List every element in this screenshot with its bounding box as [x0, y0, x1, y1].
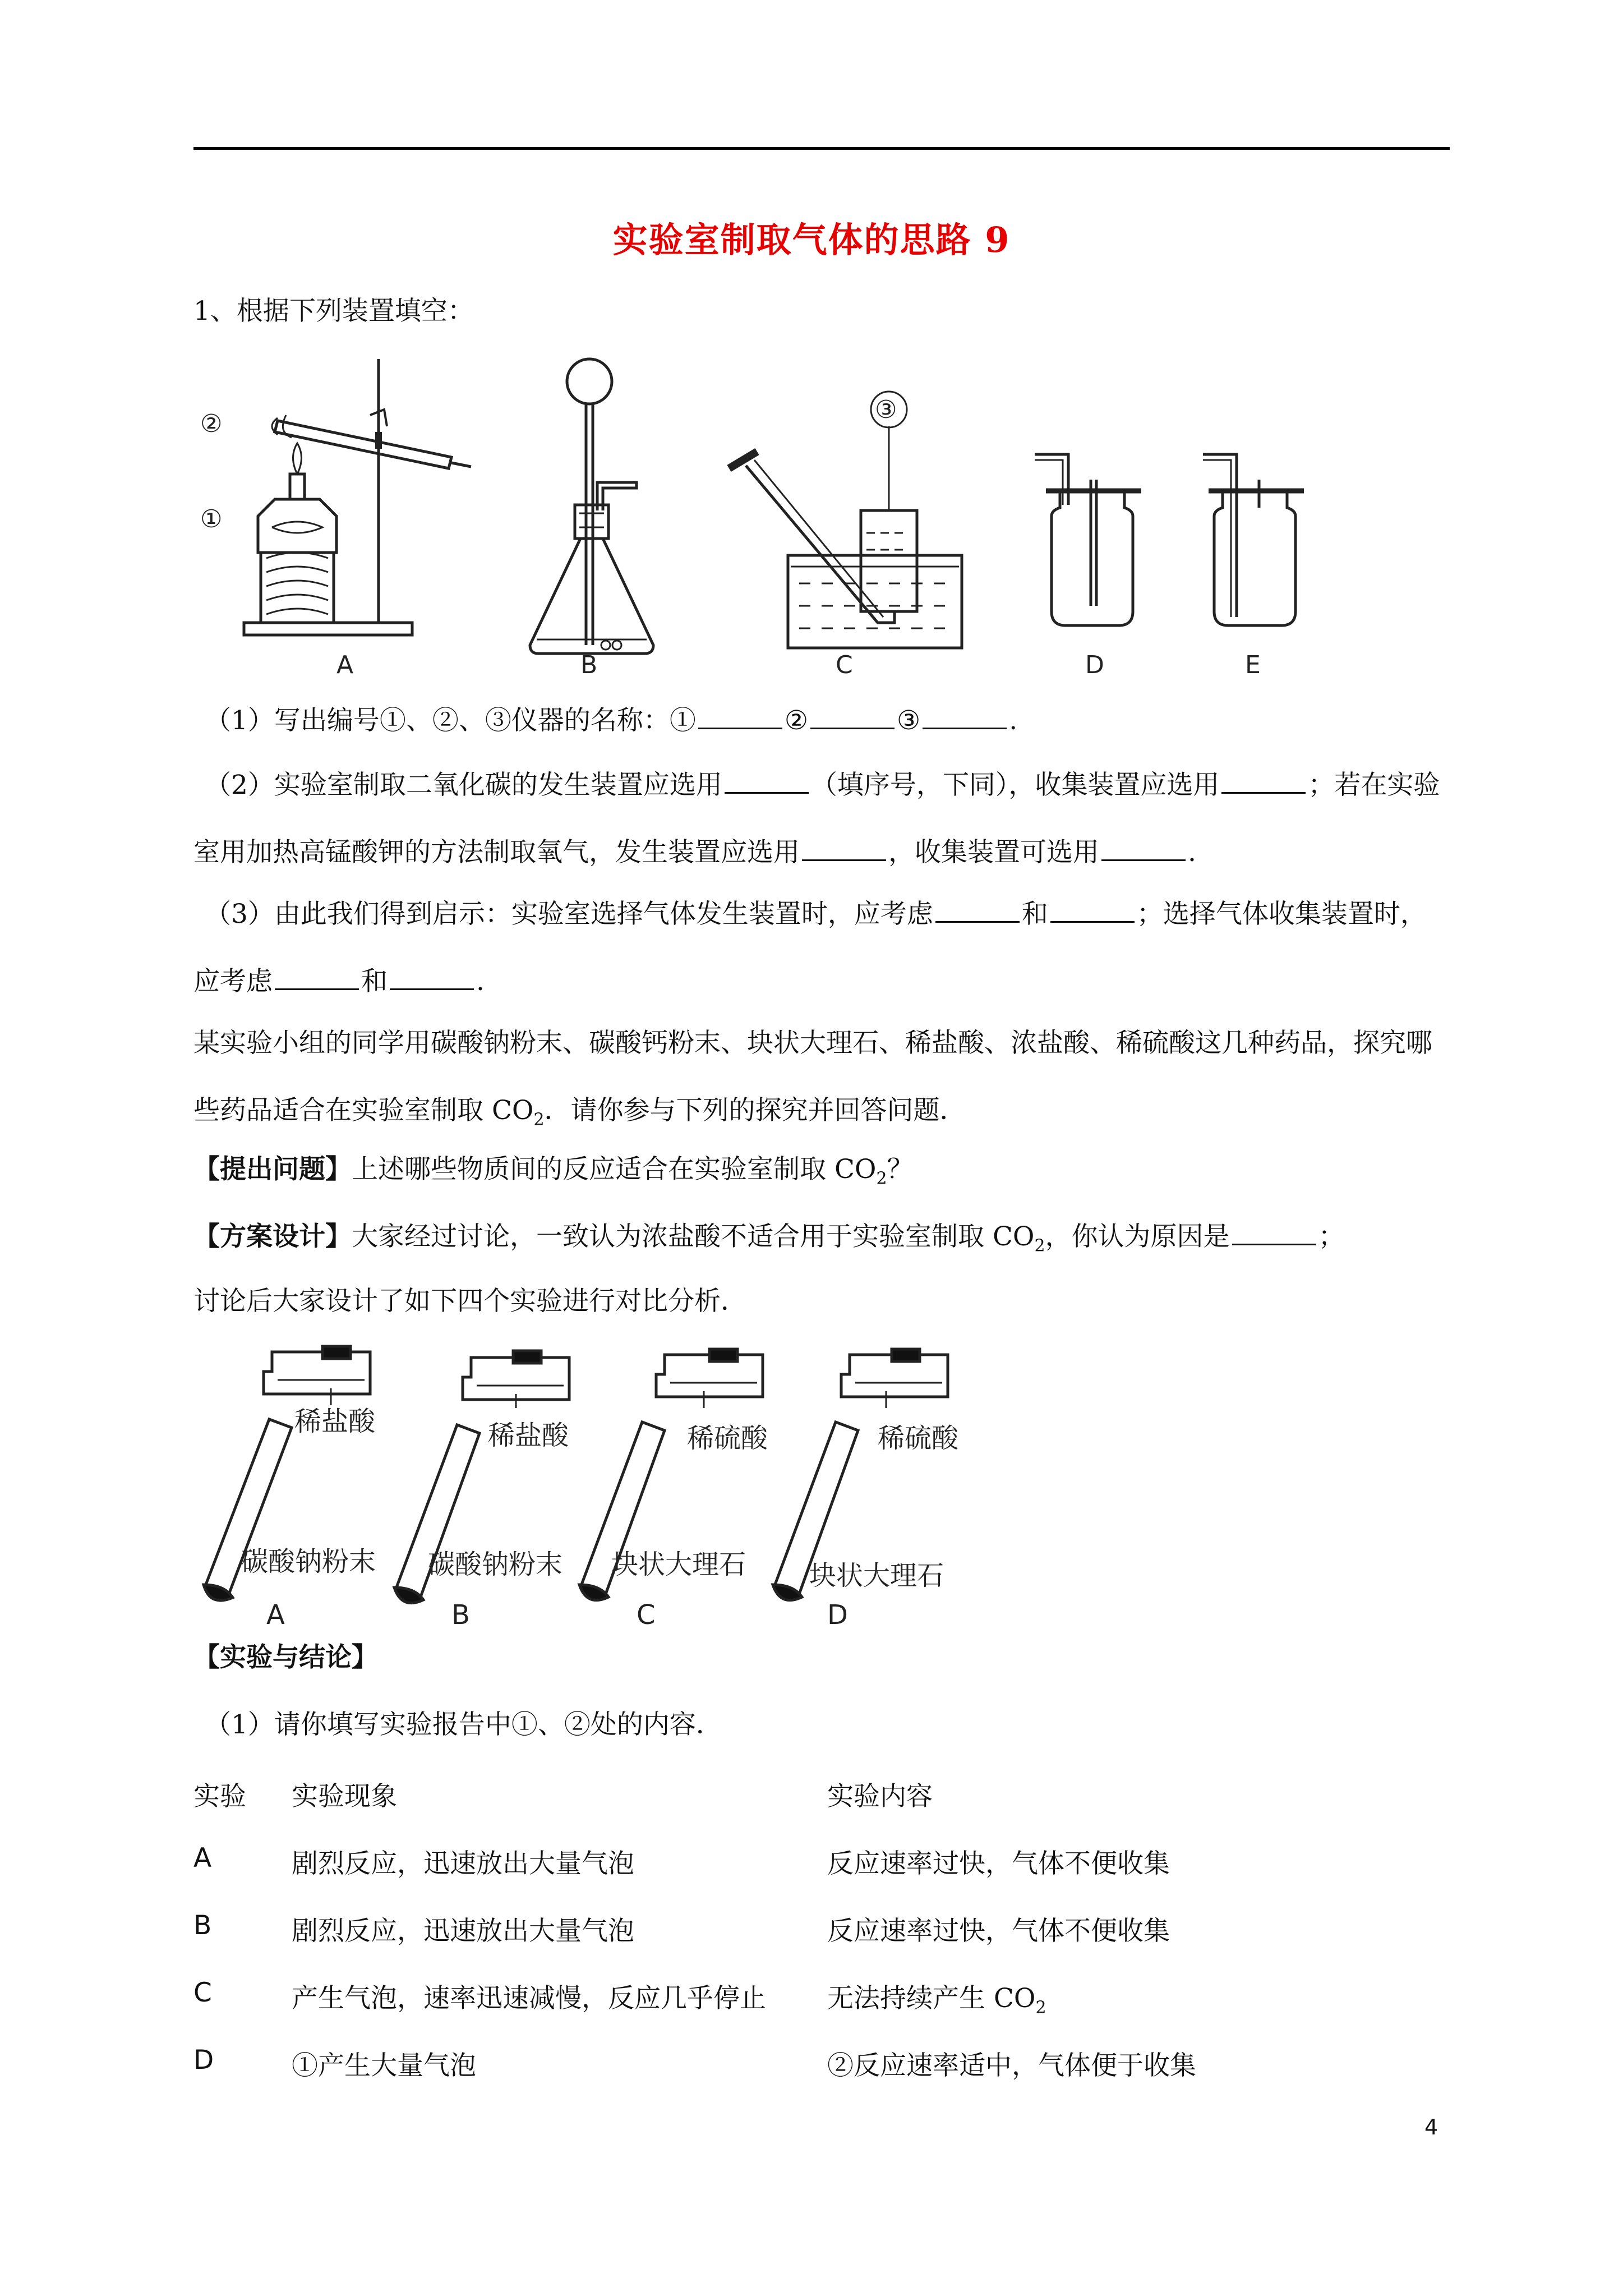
q2-design: 【方案设计】大家经过讨论，一致认为浓盐酸不适合用于实验室制取 $CO_2$，你认为原因是 ； — [193, 1221, 1345, 1256]
apparatus-label-d: D — [1085, 651, 1104, 679]
exp-b-solid: 碳酸钠粉末 — [428, 1549, 563, 1580]
answer-blank[interactable] — [923, 705, 1007, 729]
page-number: 4 — [1424, 2115, 1438, 2139]
apparatus-label-c: C — [836, 651, 853, 679]
answer-blank[interactable] — [1221, 770, 1306, 794]
answer-blank[interactable] — [275, 966, 359, 990]
q1-sub1: （1）写出编号①、②、③仪器的名称：① ② ③ . — [205, 705, 1018, 736]
q1-sub2: （2）实验室制取二氧化碳的发生装置应选用 （填序号，下同），收集装置应选用 ；若在实验室用加热高锰酸钾的方法制取氧气，发生装置应选用 ，收集装置可选用 . — [193, 770, 1440, 868]
exp-c-acid: 稀硫酸 — [687, 1423, 768, 1454]
answer-blank[interactable] — [935, 899, 1020, 923]
answer-blank[interactable] — [390, 966, 474, 990]
page-title: 实验室制取气体的思路 9 — [612, 219, 1011, 260]
q1-sub3: （3）由此我们得到启示：实验室选择气体发生装置时，应考虑 和 ；选择气体收集装置时，应考虑 和 . — [193, 899, 1427, 997]
exp-a-acid: 稀盐酸 — [294, 1406, 376, 1437]
q1-intro: 1、根据下列装置填空： — [193, 296, 474, 326]
conclusion-heading: 【实验与结论】 — [193, 1642, 378, 1673]
q2-design-after: 讨论后大家设计了如下四个实验进行对比分析． — [193, 1286, 747, 1317]
exp-c-label: C — [637, 1599, 656, 1631]
exp-a-solid: 碳酸钠粉末 — [241, 1546, 376, 1577]
q2-intro: 某实验小组的同学用碳酸钠粉末、碳酸钙粉末、块状大理石、稀盐酸、浓盐酸、稀硫酸这几种药品，探究哪些药品适合在实验室制取 $CO_2$．请你参与下列的探究并回答问题． — [193, 1028, 1432, 1130]
apparatus-label-e: E — [1245, 651, 1261, 679]
exp-b-label: B — [451, 1599, 470, 1631]
exp-d-solid: 块状大理石 — [809, 1560, 944, 1591]
exp-d-label: D — [827, 1599, 848, 1631]
marker-1: ① — [200, 505, 223, 533]
experiments-figure — [193, 1329, 1046, 1644]
answer-blank[interactable] — [1232, 1221, 1316, 1245]
marker-2: ② — [200, 409, 223, 438]
answer-blank[interactable] — [698, 705, 782, 729]
answer-blank[interactable] — [802, 837, 886, 861]
q2-question: 【提出问题】上述哪些物质间的反应适合在实验室制取 $CO_2$？ — [193, 1154, 914, 1189]
answer-blank[interactable] — [1050, 899, 1135, 923]
exp-d-acid: 稀硫酸 — [878, 1423, 959, 1454]
exp-b-acid: 稀盐酸 — [488, 1420, 569, 1451]
apparatus-figure — [193, 348, 1338, 684]
answer-blank[interactable] — [1101, 837, 1186, 861]
conclusion-sub1: （1）请你填写实验报告中①、②处的内容． — [205, 1709, 722, 1740]
header-rule — [193, 147, 1450, 150]
answer-blank[interactable] — [725, 770, 809, 794]
answer-blank[interactable] — [810, 705, 895, 729]
apparatus-label-a: A — [336, 651, 354, 679]
apparatus-label-b: B — [580, 651, 598, 679]
exp-c-solid: 块状大理石 — [611, 1549, 746, 1580]
marker-3: ③ — [875, 395, 897, 424]
exp-a-label: A — [266, 1599, 285, 1631]
